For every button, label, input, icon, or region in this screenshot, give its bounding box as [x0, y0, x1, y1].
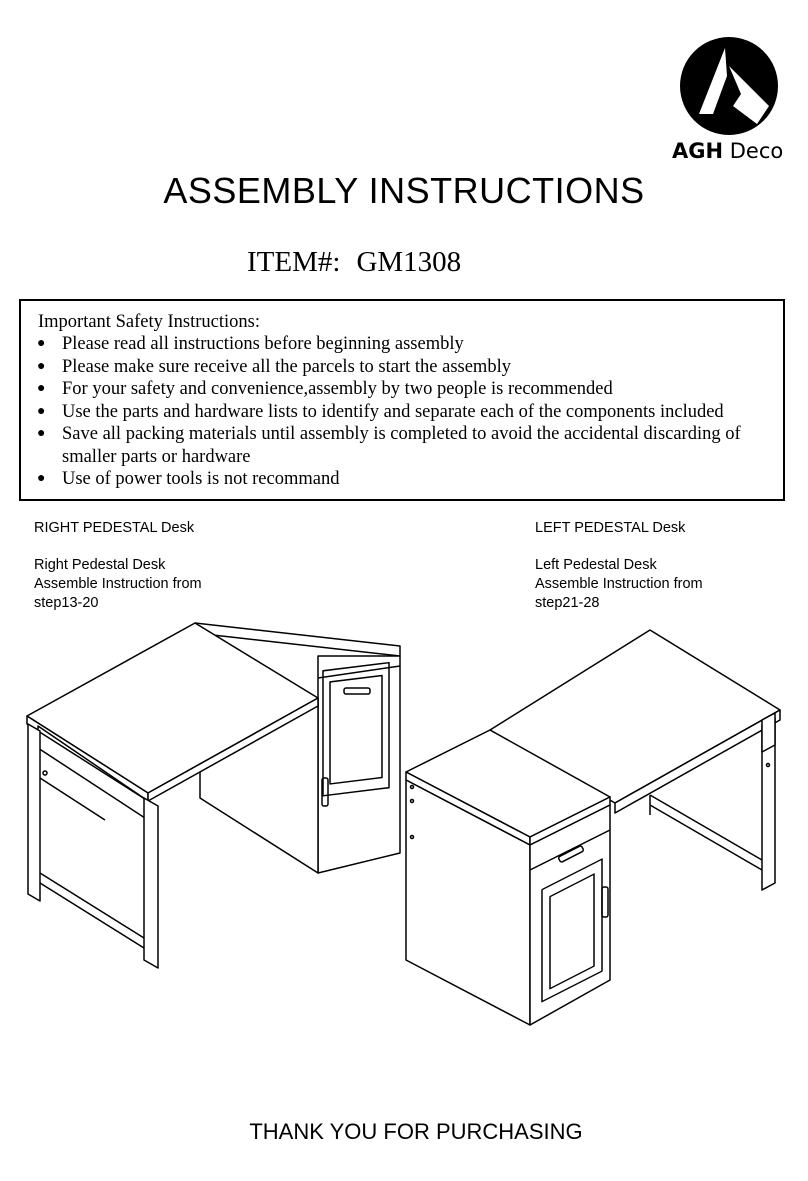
safety-heading: Important Safety Instructions:: [38, 312, 260, 332]
safety-instructions-box: [19, 299, 785, 501]
right-pedestal-desk-illustration: [20, 568, 410, 978]
bullet-icon: ●: [37, 336, 46, 351]
left-desk-heading: LEFT PEDESTAL Desk: [535, 520, 686, 536]
brand-logo: [668, 36, 798, 168]
bullet-icon: ●: [37, 358, 46, 374]
safety-item: ● Use the parts and hardware lists to identify and separate each of the components included: [37, 401, 724, 422]
safety-list: [35, 333, 780, 491]
safety-item: ● Use of power tools is not recommand: [37, 469, 340, 489]
footer-thanks: THANK YOU FOR PURCHASING: [249, 1119, 583, 1144]
left-pedestal-desk-illustration: [400, 625, 790, 1035]
safety-item: ● Save all packing materials until assembly is completed to avoid the accidental discarding of smaller parts or hardware: [37, 424, 741, 467]
bullet-icon: ●: [37, 471, 46, 486]
bullet-icon: ●: [37, 403, 46, 419]
brand-mark-icon: [679, 36, 779, 136]
right-desk-heading: RIGHT PEDESTAL Desk: [34, 520, 195, 536]
safety-item: ● Please make sure receive all the parcels to start the assembly: [37, 356, 511, 377]
safety-item: ● For your safety and convenience,assembly by two people is recommended: [37, 379, 613, 399]
safety-item: ● Please read all instructions before beginning assembly: [37, 334, 464, 354]
page-title: ASSEMBLY INSTRUCTIONS: [163, 170, 645, 211]
bullet-icon: ●: [37, 426, 46, 441]
left-desk-caption: Left Pedestal Desk Assemble Instruction from step21-28: [535, 557, 703, 611]
right-desk-caption: Right Pedestal Desk Assemble Instruction from step13-20: [34, 557, 202, 611]
item-number: ITEM#: GM1308: [247, 246, 462, 278]
bullet-icon: ●: [37, 381, 46, 396]
brand-name: AGH Deco: [672, 139, 784, 163]
